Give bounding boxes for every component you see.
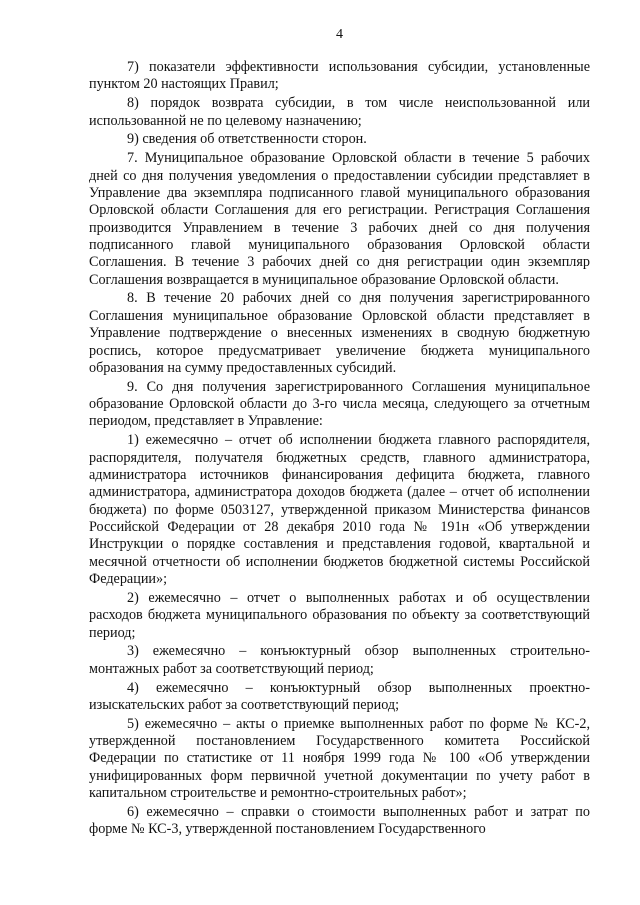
paragraph-report-5: 5) ежемесячно – акты о приемке выполненных работ по форме № КС-2, утвержденной постановлением Государственного комитета Российской Федерации по статистике от 11 ноября 1999 года № 100 «Об утверждении унифицированных форм первичной учетной документации по учету работ в капитальном строительстве и ремонтно-строительных работ»; <box>89 715 590 802</box>
paragraph-report-6: 6) ежемесячно – справки о стоимости выполненных работ и затрат по форме № КС-3, утвержденной постановлением Государственного <box>89 803 590 838</box>
paragraph-item-7: 7) показатели эффективности использования субсидии, установленные пунктом 20 настоящих Правил; <box>89 59 590 93</box>
paragraph-item-8: 8) порядок возврата субсидии, в том числе неиспользованной или использованной не по целевому назначению; <box>89 95 590 129</box>
paragraph-report-3: 3) ежемесячно – конъюктурный обзор выполненных строительно-монтажных работ за соответствующий период; <box>89 643 590 677</box>
paragraph-report-4: 4) ежемесячно – конъюктурный обзор выполненных проектно-изыскательских работ за соответствующий период; <box>89 679 590 713</box>
page-number: 4 <box>336 27 343 42</box>
paragraph-item-9: 9) сведения об ответственности сторон. <box>127 131 367 148</box>
paragraph-report-1: 1) ежемесячно – отчет об исполнении бюджета главного распорядителя, распорядителя, получателя бюджетных средств, главного администратора, администратора источников финансирования дефицита бюджета, главного администратора, администратора доходов бюджета (далее – отчет об исполнении бюджета) по форме 0503127, утвержденной приказом Министерства финансов Российской Федерации от 28 декабря 2010 года № 191н «Об утверждении Инструкции о порядке составления и представления годовой, квартальной и месячной отчетности об исполнении бюджетов бюджетной системы Российской Федерации»; <box>89 432 590 587</box>
paragraph-section-9: 9. Со дня получения зарегистрированного Соглашения муниципальное образование Орловской области до 3-го числа месяца, следующего за отчетным периодом, представляет в Управление: <box>89 378 590 430</box>
paragraph-section-8: 8. В течение 20 рабочих дней со дня получения зарегистрированного Соглашения муниципальное образование Орловской области представляет в Управление подтверждение о внесенных изменениях в сводную бюджетную роспись, которое предусматривает увеличение бюджета муниципального образования на сумму предоставленных субсидий. <box>89 290 590 376</box>
paragraph-section-7: 7. Муниципальное образование Орловской области в течение 5 рабочих дней со дня получения уведомления о предоставлении субсидии представляет в Управление два экземпляра подписанного главой муниципального образования Орловской области Соглашения для его регистрации. Регистрация Соглашения производится Управлением в течение 3 рабочих дней со дня получения подписанного главой муниципального образования Орловской области Соглашения. В течение 3 рабочих дней со дня регистрации один экземпляр Соглашения возвращается в муниципальное образование Орловской области. <box>89 150 590 288</box>
paragraph-report-2: 2) ежемесячно – отчет о выполненных работах и об осуществлении расходов бюджета муниципального образования по объекту за соответствующий период; <box>89 589 590 641</box>
